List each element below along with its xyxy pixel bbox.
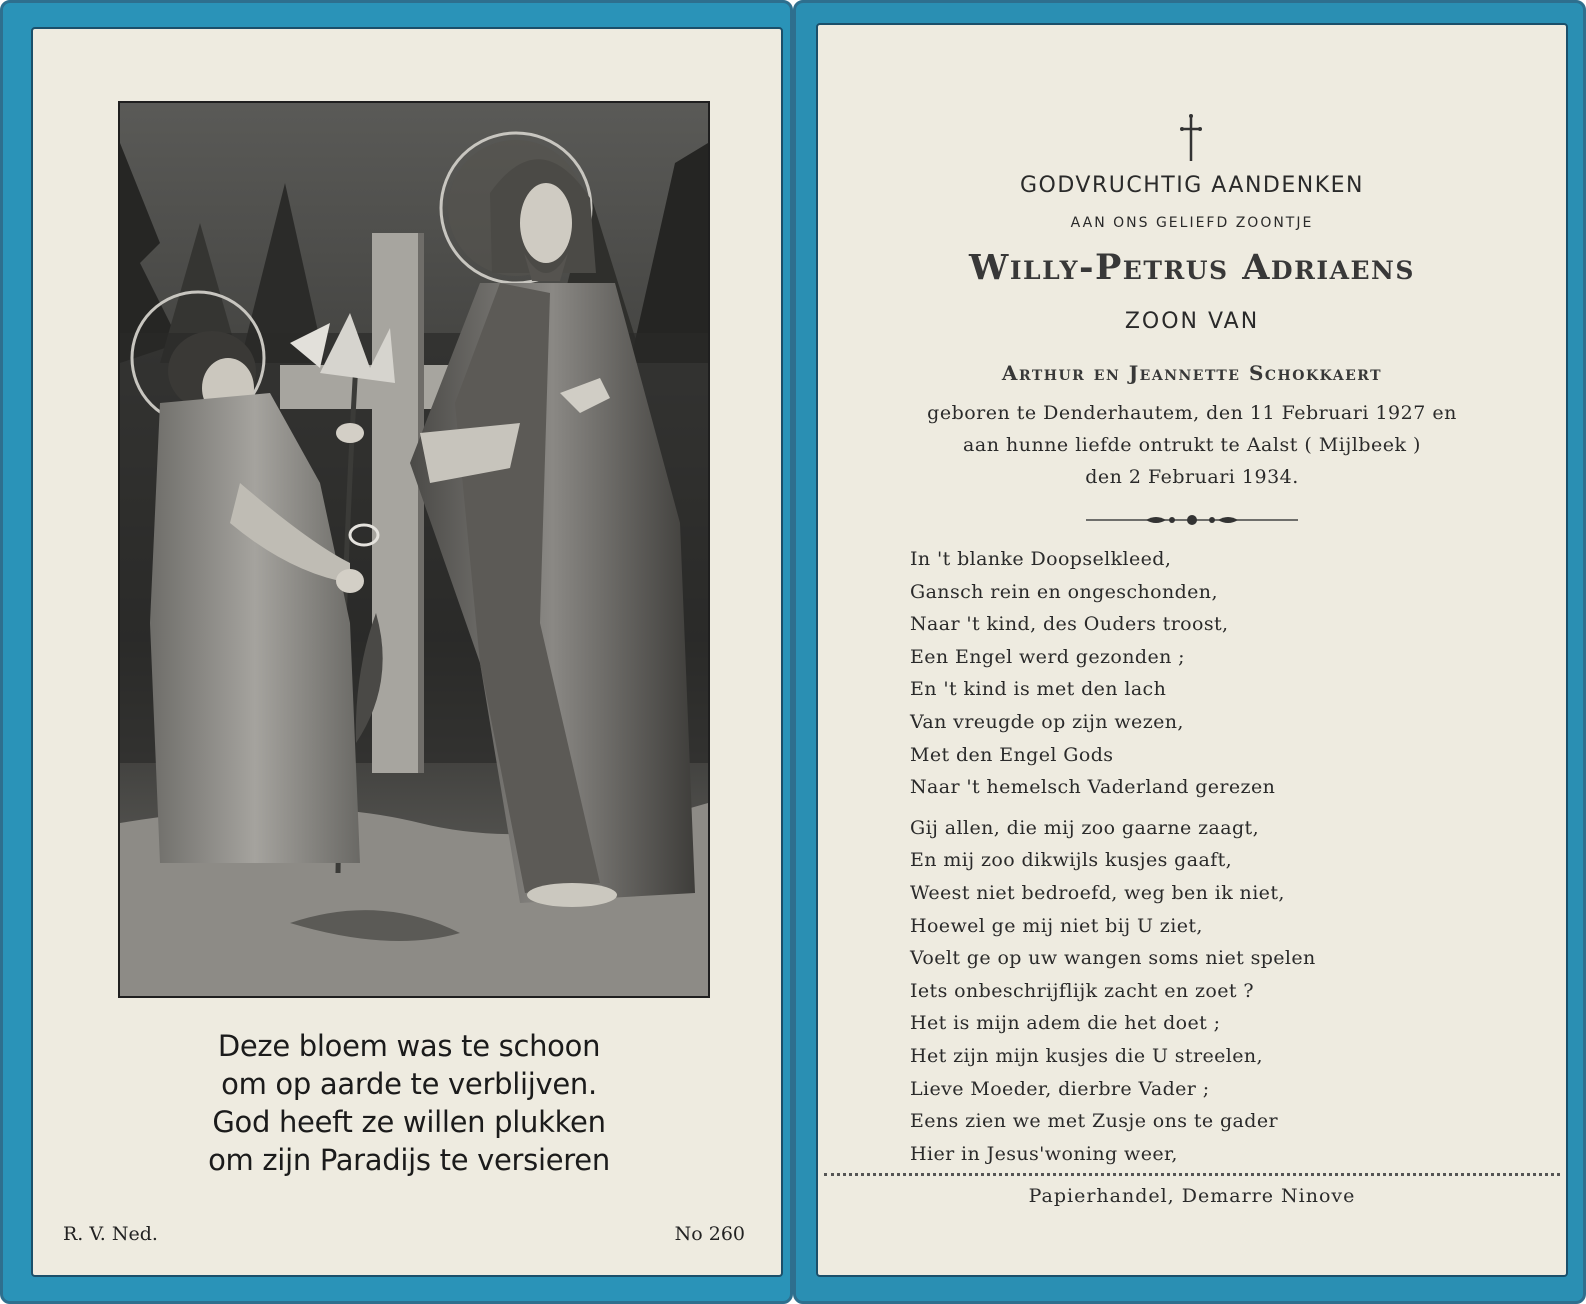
poem-line: Het zijn mijn kusjes die U streelen, [910,1044,1263,1067]
poem-line: Het is mijn adem die het doet ; [910,1012,1221,1035]
publisher-code: R. V. Ned. [63,1223,158,1245]
quote-line: Deze bloem was te schoon [217,1029,601,1063]
printer-credit: Papierhandel, Demarre Ninove [1028,1185,1356,1207]
poem-line: Hier in Jesus'woning weer, [910,1142,1178,1165]
bio-line: den 2 Februari 1934. [1085,466,1299,488]
memorial-quote [73,1027,745,1179]
poem-line: Lieve Moeder, dierbre Vader ; [910,1077,1210,1100]
poem-line: En mij zoo dikwijls kusjes gaaft, [910,849,1233,872]
poem-line: Naar 't kind, des Ouders troost, [910,613,1229,636]
poem-line: Van vreugde op zijn wezen, [910,710,1184,733]
memorial-card-back [793,0,1586,1304]
bio-line: aan hunne liefde ontrukt te Aalst ( Mijlbeek ) [963,434,1421,456]
jesus-angel-cross-illustration [120,103,708,996]
memorial-poem [910,543,1510,1170]
poem-line: Iets onbeschrijflijk zacht en zoet ? [910,979,1254,1002]
biography [818,397,1566,493]
subheading: AAN ONS GELIEFD ZOONTJE [1070,215,1314,231]
poem-line: Eens zien we met Zusje ons te gader [910,1110,1278,1133]
parents-names: Arthur en Jeannette Schokkaert [1001,361,1383,385]
poem-line: Gij allen, die mij zoo gaarne zaagt, [910,816,1260,839]
poem-line: Met den Engel Gods [910,743,1114,766]
devotional-image [118,101,710,998]
card-number: No 260 [674,1223,745,1245]
poem-line: Hoewel ge mij niet bij U ziet, [910,914,1203,937]
poem-line: Een Engel werd gezonden ; [910,645,1185,668]
divider-ornament-icon [1086,513,1298,527]
heading: GODVRUCHTIG AANDENKEN [1020,173,1364,198]
card-front-paper [31,27,783,1277]
quote-line: om zijn Paradijs te versieren [208,1143,610,1177]
deceased-name: Willy-Petrus Adriaens [969,247,1415,288]
poem-line: In 't blanke Doopselkleed, [910,548,1172,570]
bio-line: geboren te Denderhautem, den 11 Februari 1927 en [927,402,1457,424]
poem-line: En 't kind is met den lach [910,678,1167,701]
dotted-divider [824,1173,1560,1176]
stanza-gap [910,804,1510,812]
card-back-paper [816,23,1568,1277]
quote-line: om op aarde te verblijven. [221,1067,597,1101]
poem-line: Gansch rein en ongeschonden, [910,580,1218,603]
son-of-label: ZOON VAN [1124,309,1260,334]
poem-line: Voelt ge op uw wangen soms niet spelen [910,947,1316,970]
poem-line: Naar 't hemelsch Vaderland gerezen [910,776,1276,799]
cross-icon [1176,113,1206,163]
quote-line: God heeft ze willen plukken [212,1105,606,1139]
poem-line: Weest niet bedroefd, weg ben ik niet, [910,881,1285,904]
